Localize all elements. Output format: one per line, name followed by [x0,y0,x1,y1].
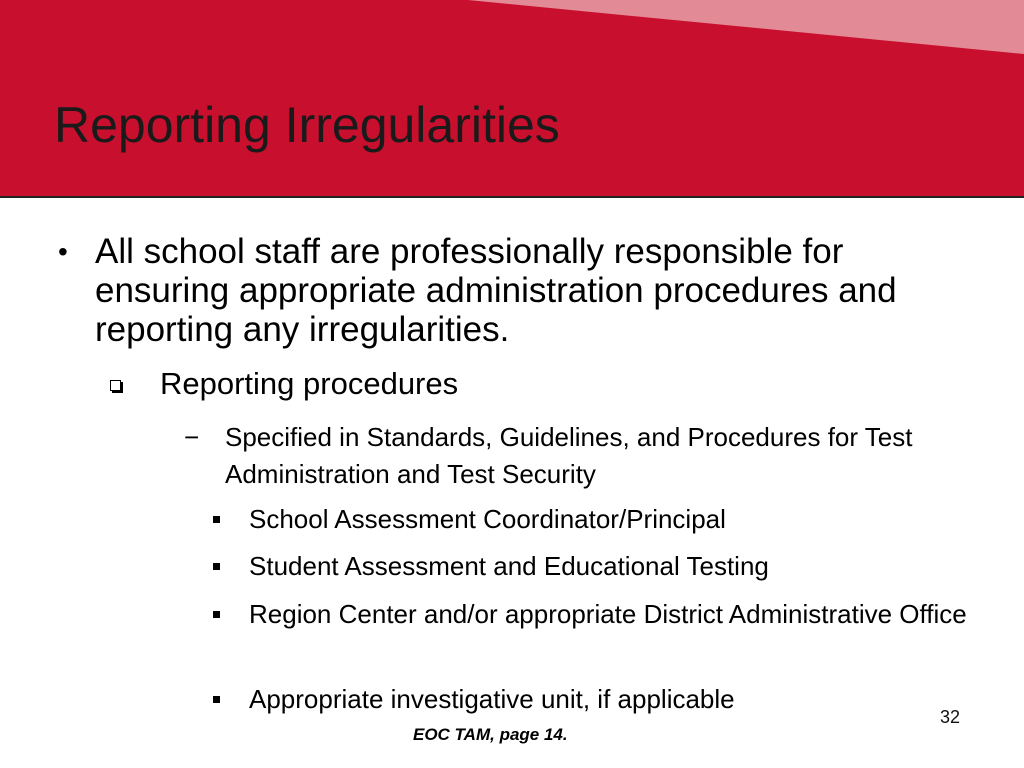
page-number: 32 [940,707,961,727]
bullet-level-2-text: Reporting procedures [160,366,459,401]
sub-bullet-text: Student Assessment and Educational Testing [249,551,769,581]
round-bullet-icon: • [58,236,68,267]
square-bullet-icon [213,611,220,618]
square-bullet-icon [213,516,220,523]
sub-bullet-text: School Assessment Coordinator/Principal [249,504,726,534]
footer-reference: EOC TAM, page 14. [413,725,568,744]
header-divider [0,196,1024,198]
square-bullet-icon [213,696,220,703]
title-banner [0,0,1024,196]
square-bullet-icon [213,563,220,570]
hollow-square-bullet-icon [110,380,121,391]
dash-bullet-icon: − [184,422,200,452]
sub-bullet-text: Region Center and/or appropriate District Administrative Office [249,599,967,629]
bullet-level-1-text: All school staff are professionally responsible for ensuring appropriate administration procedures and reporting any irregularities. [95,232,897,349]
sub-bullet-text: Appropriate investigative unit, if applicable [249,684,735,714]
slide-title: Reporting Irregularities [54,97,560,153]
bullet-level-3-text: Specified in Standards, Guidelines, and Procedures for Test Administration and Test Security [225,422,913,489]
